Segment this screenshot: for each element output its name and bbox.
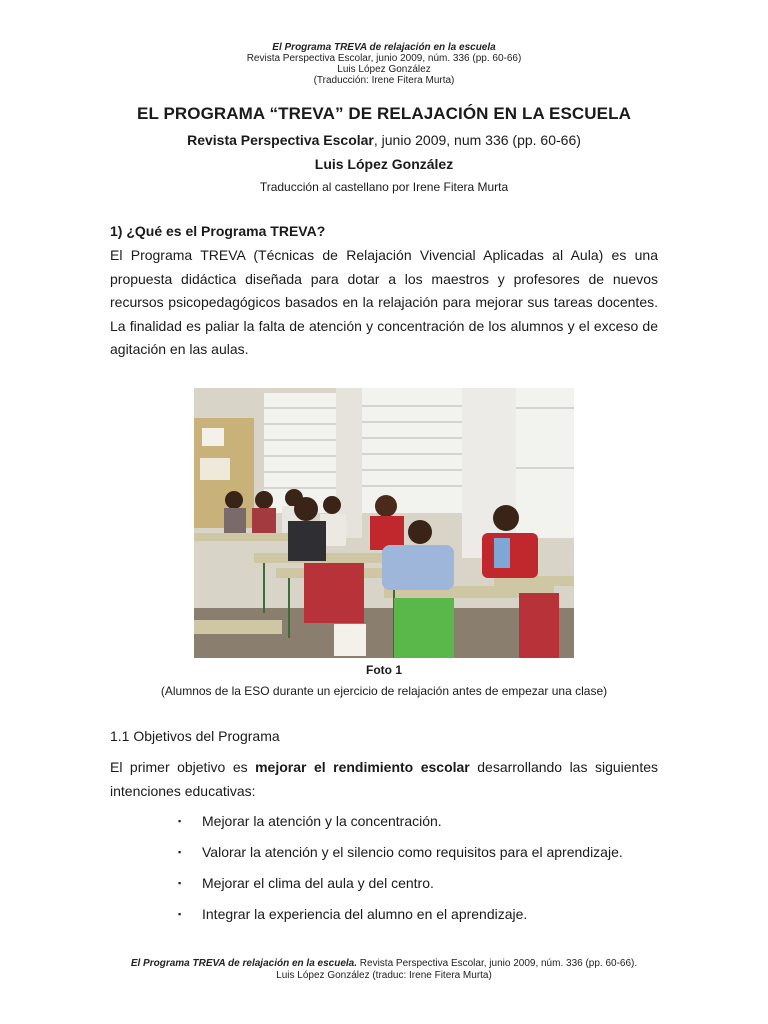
list-item [178, 904, 623, 935]
running-header-translator: (Traducción: Irene Fitera Murta) [313, 75, 455, 86]
list-item-text: Valorar la atención y el silencio como requisitos para el aprendizaje. [202, 844, 623, 860]
classroom-photo [194, 388, 574, 658]
running-footer-details: Revista Perspectiva Escolar, junio 2009, núm. 336 (pp. 60-66). [357, 958, 638, 969]
paragraph-text: El primer objetivo es [110, 759, 256, 775]
bullet-icon: ▪ [178, 878, 182, 888]
article-title: EL PROGRAMA “TREVA” DE RELAJACIÓN EN LA ESCUELA [137, 104, 631, 123]
running-footer-line2: Luis López González (traduc: Irene Fitera Murta) [276, 970, 492, 981]
running-header [0, 42, 768, 86]
photo-caption: (Alumnos de la ESO durante un ejercicio de relajación antes de empezar una clase) [160, 684, 608, 698]
list-item [178, 842, 623, 873]
bullet-icon: ▪ [178, 847, 182, 857]
subsection-paragraph [110, 756, 658, 803]
section-heading: 1) ¿Qué es el Programa TREVA? [110, 223, 326, 239]
photo-notice [202, 428, 224, 446]
classroom-illustration [194, 388, 574, 658]
list-item [178, 873, 623, 904]
article-translation: Traducción al castellano por Irene Fitera Murta [259, 180, 509, 194]
photo-pillar [462, 388, 516, 558]
list-item [178, 811, 623, 842]
running-header-author: Luis López González [337, 64, 431, 75]
list-item-text: Mejorar la atención y la concentración. [202, 813, 442, 829]
bullet-icon: ▪ [178, 909, 182, 919]
list-item-text: Mejorar el clima del aula y del centro. [202, 875, 434, 891]
photo-caption-title: Foto 1 [366, 663, 402, 677]
journal-details: , junio 2009, num 336 (pp. 60-66) [373, 132, 581, 148]
subsection-heading: 1.1 Objetivos del Programa [110, 728, 280, 744]
article-journal [0, 132, 768, 148]
running-header-title: El Programa TREVA de relajación en la escuela [272, 42, 496, 53]
bullet-icon: ▪ [178, 816, 182, 826]
photo-notice [200, 458, 230, 480]
list-item-text: Integrar la experiencia del alumno en el aprendizaje. [202, 906, 528, 922]
photo-bag [334, 624, 366, 656]
article-author: Luis López González [314, 156, 454, 172]
running-header-journal: Revista Perspectiva Escolar, junio 2009, núm. 336 (pp. 60-66) [246, 53, 522, 64]
running-footer [0, 958, 768, 982]
paragraph-emphasis: mejorar el rendimiento escolar [255, 759, 470, 775]
paragraph-text: desarrollando las siguientes intenciones educativas: [110, 759, 658, 799]
objectives-list [178, 811, 623, 935]
running-footer-title: El Programa TREVA de relajación en la escuela. [130, 958, 358, 969]
journal-name: Revista Perspectiva Escolar [187, 132, 374, 148]
section-paragraph: El Programa TREVA (Técnicas de Relajación Vivencial Aplicadas al Aula) es una propuesta didáctica diseñada para dotar a los maestros y profesores de nuevos recursos psicopedagógicos basados en la relajación para mejorar sus tareas docentes. La finalidad es paliar la falta de atención y concentración de los alumnos y el exceso de agitación en las aulas. [110, 247, 658, 358]
running-footer-line1 [0, 958, 768, 970]
